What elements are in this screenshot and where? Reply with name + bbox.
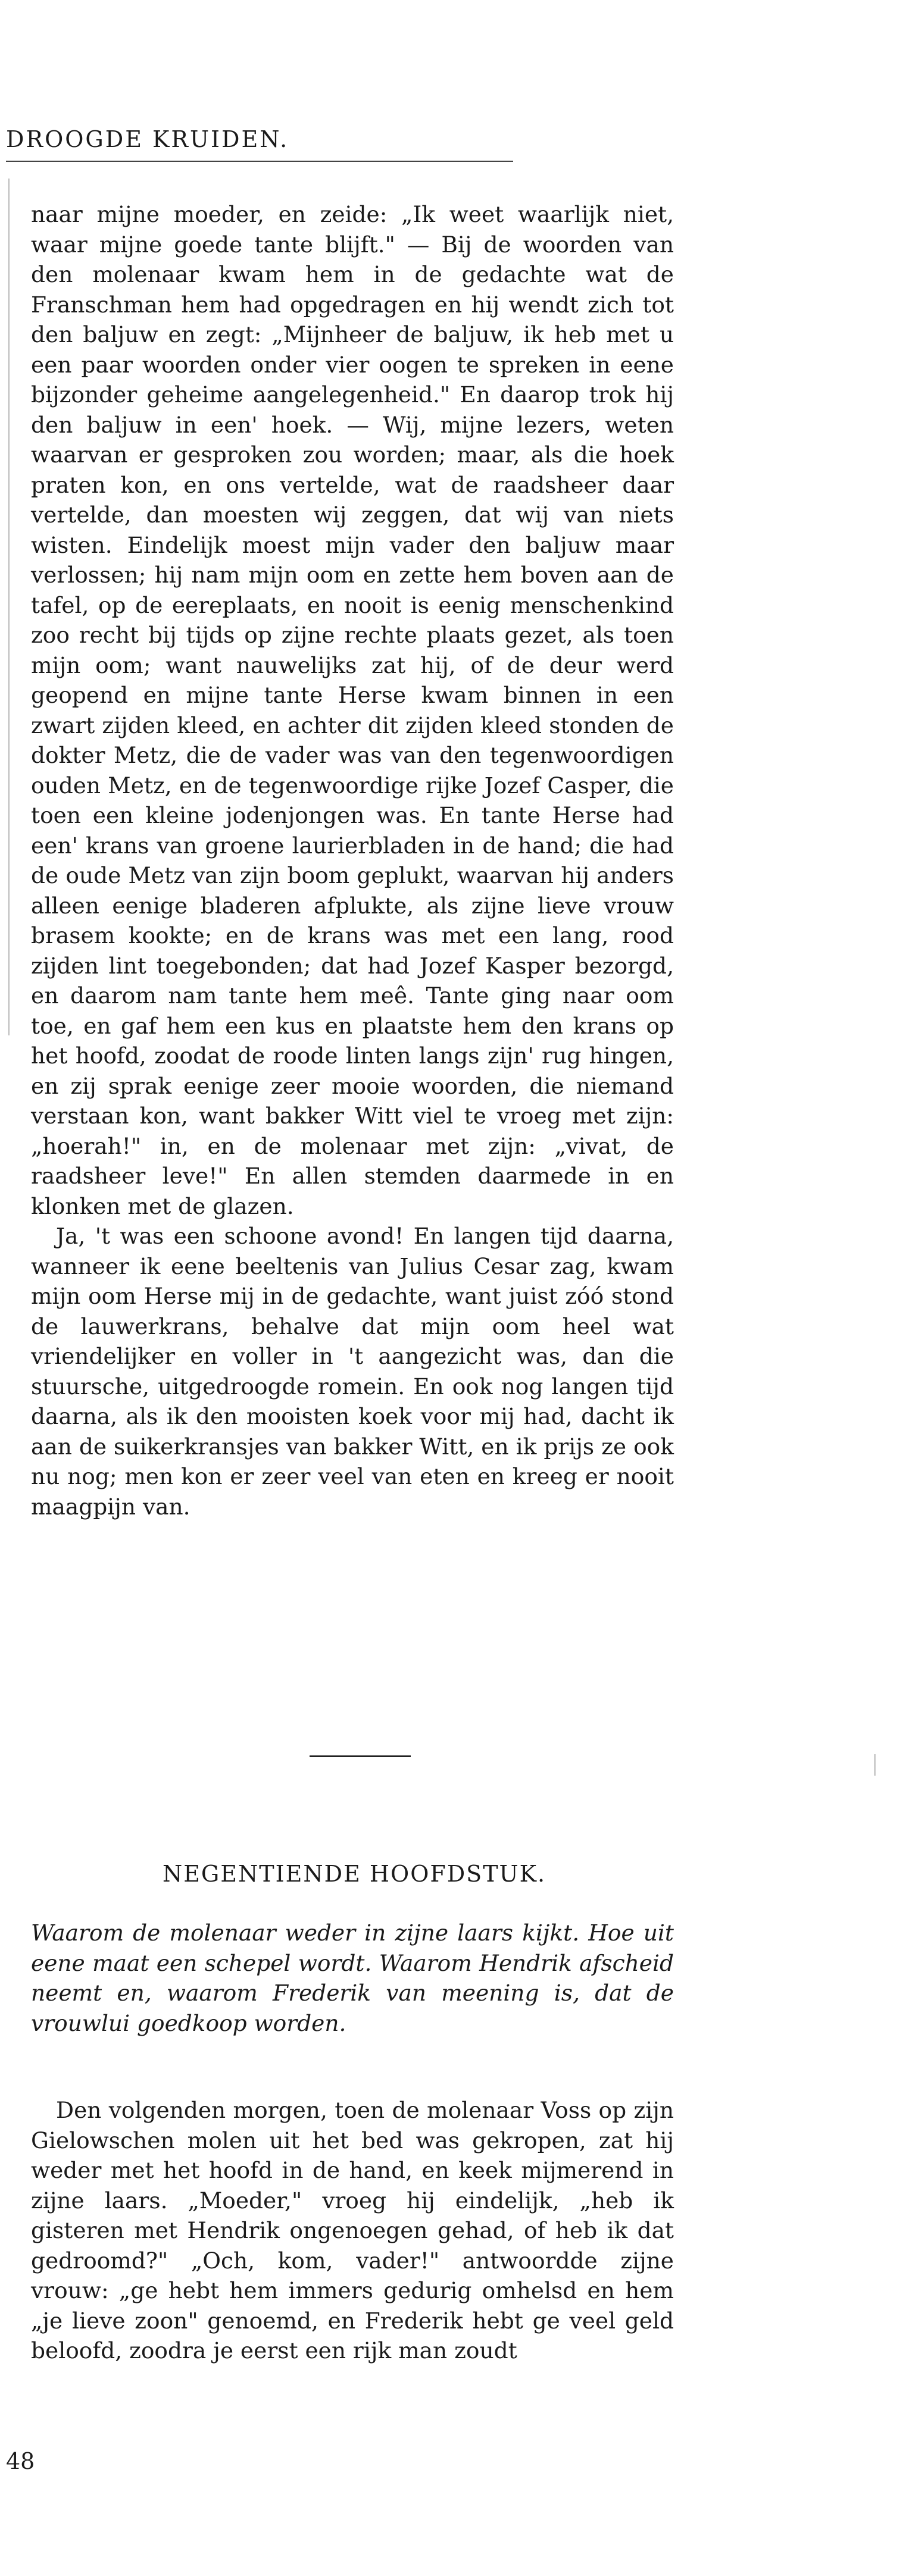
page-number: 48 (6, 2448, 35, 2474)
running-header: DROOGDE KRUIDEN. (6, 126, 289, 152)
paragraph: naar mijne moeder, en zeide: „Ik weet waarlijk niet, waar mijne goede tante blijft." — Bij de woorden van den molenaar kwam hem in de gedachte wat de Franschman hem had opgedragen en hij wendt zich tot den baljuw en zegt: „Mijnheer de baljuw, ik heb met u een paar woorden onder vier oogen te spreken in eene bijzonder geheime aangelegenheid." En daarop trok hij den baljuw in een' hoek. — Wij, mijne lezers, weten waarvan er gesproken zou worden; maar, als die hoek praten kon, en ons vertelde, wat de raadsheer daar vertelde, dan moesten wij zeggen, dat wij van niets wisten. Eindelijk moest mijn vader den baljuw maar verlossen; hij nam mijn oom en zette hem boven aan de tafel, op de eereplaats, en nooit is eenig menschenkind zoo recht bij tijds op zijne rechte plaats gezet, als toen mijn oom; want nauwelijks zat hij, of de deur werd geopend en mijne tante Herse kwam binnen in een zwart zijden kleed, en achter dit zijden kleed stonden de dokter Metz, die de vader was van den tegenwoordigen ouden Metz, en de tegenwoordige rijke Jozef Casper, die toen een kleine jodenjongen was. En tante Herse had een' krans van groene laurierbladen in de hand; die had de oude Metz van zijn boom geplukt, waarvan hij anders alleen eenige bladeren afplukte, als zijne lieve vrouw brasem kookte; en de krans was met een lang, rood zijden lint toegebonden; dat had Jozef Kasper bezorgd, en daarom nam tante hem meê. Tante ging naar oom toe, en gaf hem een kus en plaatste hem den krans op het hoofd, zoodat de roode linten langs zijn' rug hingen, en zij sprak eenige zeer mooie woorden, die niemand verstaan kon, want bakker Witt viel te vroeg met zijn: „hoerah!" in, en de molenaar met zijn: „vivat, de raadsheer leve!" En allen stemden daarmede in en klonken met de glazen. (31, 201, 674, 1219)
paragraph: Den volgenden morgen, toen de molenaar Voss op zijn Gielowschen molen uit het bed was gekropen, zat hij weder met het hoofd in de hand, en keek mijmerend in zijne laars. „Moeder," vroeg hij eindelijk, „heb ik gisteren met Hendrik ongenoegen gehad, of heb ik dat gedroomd?" „Och, kom, vader!" antwoordde zijne vrouw: „ge hebt hem immers gedurig omhelsd en hem „je lieve zoon" genoemd, en Frederik hebt ge veel geld beloofd, zoodra je eerst een rijk man zoudt (31, 2097, 674, 2364)
section-divider (310, 1755, 411, 1757)
header-rule (6, 161, 513, 162)
chapter-title: NEGENTIENDE HOOFDSTUK. (162, 1861, 546, 1887)
body-text-block-2 (31, 2095, 674, 2366)
chapter-summary: Waarom de molenaar weder in zijne laars kijkt. Hoe uit eene maat een schepel wordt. Waarom Hendrik afscheid neemt en, waarom Frederik van meening is, dat de vrouwlui goedkoop worden. (31, 1920, 674, 2036)
edge-mark (874, 1754, 876, 1776)
body-text-block-1 (31, 199, 674, 1522)
paragraph: Ja, 't was een schoone avond! En langen tijd daarna, wanneer ik eene beeltenis van Julius Cesar zag, kwam mijn oom Herse mij in de gedachte, want juist zóó stond de lauwerkrans, behalve dat mijn oom heel wat vriendelijker en voller in 't aangezicht was, dan die stuursche, uitgedroogde romein. En ook nog langen tijd daarna, als ik den mooisten koek voor mij had, dacht ik aan de suikerkransjes van bakker Witt, en ik prijs ze ook nu nog; men kon er zeer veel van eten en kreeg er nooit maagpijn van. (31, 1223, 674, 1520)
margin-line (8, 179, 10, 1035)
